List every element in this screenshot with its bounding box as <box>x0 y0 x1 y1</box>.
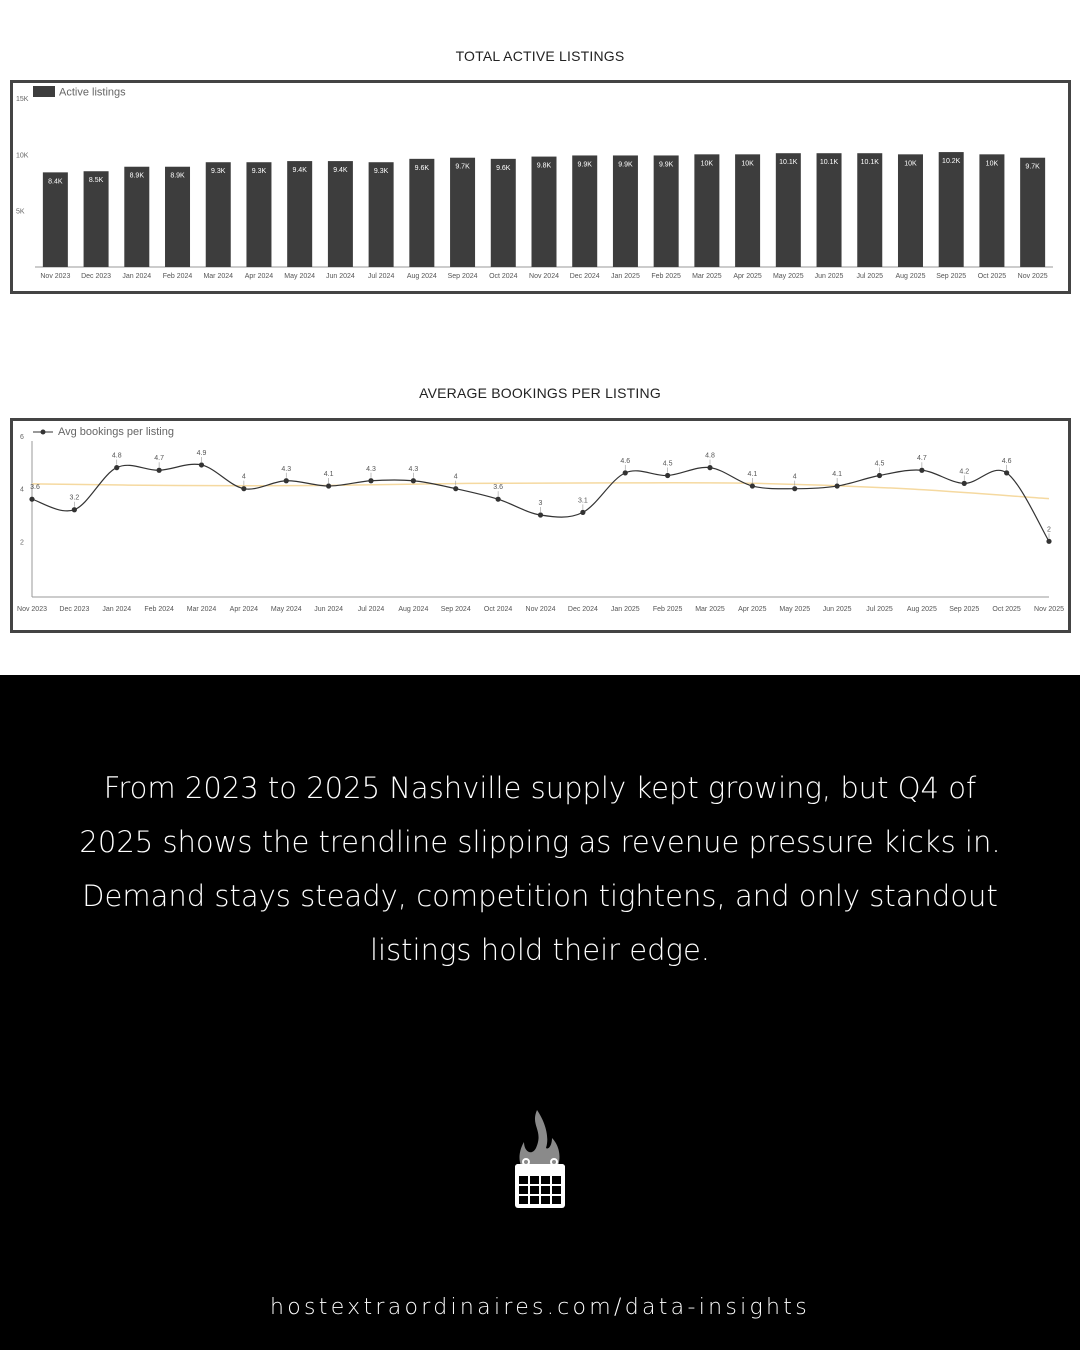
data-point <box>877 473 882 478</box>
x-tick-label: Aug 2024 <box>398 606 429 613</box>
bar <box>735 154 760 267</box>
x-tick-label: Nov 2024 <box>529 273 559 280</box>
point-value-label: 3 <box>538 500 543 507</box>
x-tick-label: May 2025 <box>779 606 811 613</box>
bar <box>776 153 801 267</box>
bar-chart-frame <box>10 80 1071 294</box>
data-point <box>665 473 670 478</box>
point-value-label: 4.7 <box>917 455 927 463</box>
x-tick-label: May 2024 <box>270 606 302 613</box>
point-value-label: 4.7 <box>154 455 164 463</box>
data-point <box>707 465 712 470</box>
x-tick-label: Apr 2025 <box>738 606 767 613</box>
data-point <box>114 465 119 470</box>
bar <box>287 161 312 267</box>
point-value-label: 4.5 <box>874 460 885 468</box>
x-tick-label: Aug 2025 <box>895 273 926 280</box>
data-point <box>411 478 416 483</box>
point-value-label: 4.8 <box>111 452 122 460</box>
bar-value-label: 8.9K <box>170 172 185 180</box>
bar <box>898 154 923 267</box>
x-tick-label: Sep 2025 <box>949 606 980 613</box>
bar-value-label: 9.4K <box>292 167 307 175</box>
legend-label: Avg bookings per listing <box>58 426 174 438</box>
point-value-label: 4.3 <box>408 465 419 473</box>
point-value-label: 4.1 <box>747 471 758 479</box>
bar-value-label: 9.3K <box>211 168 226 176</box>
x-tick-label: Oct 2024 <box>489 273 518 280</box>
data-point <box>962 481 967 486</box>
x-tick-label: Jan 2025 <box>611 273 640 280</box>
x-tick-label: Jul 2025 <box>866 606 893 613</box>
bar-value-label: 9.3K <box>373 168 389 176</box>
point-value-label: 3.6 <box>30 484 40 492</box>
line-chart-title: AVERAGE BOOKINGS PER LISTING <box>419 385 661 401</box>
bar-value-label: 9.6K <box>496 164 511 172</box>
point-value-label: 3.2 <box>69 494 80 502</box>
data-point <box>157 468 162 473</box>
point-value-label: 4.3 <box>366 465 376 473</box>
data-point <box>580 510 585 515</box>
bar-value-label: 9.9K <box>618 161 633 169</box>
data-point <box>72 507 77 512</box>
x-tick-label: Oct 2024 <box>483 606 513 613</box>
data-point <box>835 483 840 488</box>
x-tick-label: Jul 2025 <box>856 273 883 280</box>
data-point <box>538 512 543 517</box>
x-tick-label: Nov 2023 <box>17 606 47 613</box>
bar-value-label: 10.1K <box>860 159 879 167</box>
bar-value-label: 10.1K <box>779 159 798 167</box>
y-tick-label: 2 <box>20 539 24 547</box>
bar <box>532 157 557 267</box>
legend-label: Active listings <box>59 86 126 99</box>
data-point <box>919 468 924 473</box>
bar-chart <box>13 83 1068 291</box>
point-value-label: 4 <box>792 473 797 481</box>
y-tick-label: 6 <box>20 434 24 441</box>
bar <box>369 162 394 267</box>
bar <box>857 153 882 267</box>
y-tick-label: 4 <box>20 486 24 494</box>
bar-value-label: 9.9K <box>658 161 674 169</box>
x-tick-label: Jun 2024 <box>314 606 344 613</box>
point-value-label: 4.1 <box>832 471 842 479</box>
point-value-label: 4.6 <box>1001 457 1012 465</box>
bar <box>328 161 353 267</box>
bar <box>613 155 638 267</box>
x-tick-label: Mar 2025 <box>692 273 722 280</box>
data-point <box>750 483 755 488</box>
x-tick-label: Dec 2024 <box>569 273 600 280</box>
x-tick-label: Jun 2024 <box>325 273 355 280</box>
point-value-label: 2 <box>1047 526 1051 534</box>
x-tick-label: Feb 2024 <box>162 273 193 280</box>
footer-url[interactable]: hostextraordinaires.com/data-insights <box>270 1295 810 1320</box>
data-point <box>496 497 501 502</box>
data-point <box>199 462 204 467</box>
point-value-label: 3.6 <box>493 484 503 492</box>
x-tick-label: Nov 2024 <box>525 606 556 613</box>
bar <box>43 172 68 267</box>
x-tick-label: Jul 2024 <box>357 606 385 613</box>
bar-value-label: 10K <box>904 160 917 168</box>
point-value-label: 4 <box>453 473 458 481</box>
bar-value-label: 10K <box>700 160 714 168</box>
bar <box>491 159 516 267</box>
x-tick-label: Dec 2023 <box>81 273 112 280</box>
x-tick-label: Apr 2024 <box>229 606 259 613</box>
x-tick-label: Feb 2024 <box>144 606 174 613</box>
data-point <box>241 486 246 491</box>
bar-value-label: 8.9K <box>129 172 145 180</box>
bar-value-label: 9.8K <box>536 162 552 170</box>
x-tick-label: Feb 2025 <box>651 273 681 280</box>
x-tick-label: Nov 2023 <box>40 273 71 280</box>
x-tick-label: Sep 2024 <box>440 606 471 613</box>
bar <box>939 152 964 267</box>
point-value-label: 4 <box>241 473 246 481</box>
bar-value-label: 10.2K <box>942 158 961 166</box>
x-tick-label: Dec 2023 <box>59 606 90 613</box>
bar-value-label: 9.7K <box>1025 163 1040 171</box>
x-tick-label: Aug 2025 <box>906 606 937 613</box>
x-tick-label: Mar 2024 <box>186 606 217 613</box>
x-tick-label: May 2024 <box>284 273 316 280</box>
bar <box>165 167 190 267</box>
bar <box>979 154 1004 267</box>
data-point <box>326 483 331 488</box>
bar-value-label: 10K <box>741 160 754 168</box>
data-point <box>284 478 289 483</box>
y-tick-label: 10K <box>16 152 29 160</box>
x-tick-label: Apr 2025 <box>733 273 762 280</box>
x-tick-label: Sep 2024 <box>447 273 478 280</box>
calendar-flame-icon <box>510 1108 570 1213</box>
point-value-label: 4.6 <box>620 457 631 465</box>
x-tick-label: Oct 2025 <box>977 273 1007 280</box>
x-tick-label: Sep 2025 <box>936 273 967 280</box>
bar-value-label: 8.5K <box>88 177 104 185</box>
bar-value-label: 9.3K <box>251 168 267 176</box>
x-tick-label: May 2025 <box>772 273 804 280</box>
data-point <box>453 486 458 491</box>
bar <box>206 162 231 267</box>
x-tick-label: Aug 2024 <box>406 273 437 280</box>
bar <box>409 159 434 267</box>
bar <box>1020 158 1045 267</box>
x-tick-label: Feb 2025 <box>652 606 683 613</box>
bar <box>654 155 679 267</box>
bar-value-label: 9.9K <box>577 161 592 169</box>
x-tick-label: Dec 2024 <box>567 606 598 613</box>
data-point <box>623 470 628 475</box>
x-tick-label: Jun 2025 <box>822 606 852 613</box>
bar <box>124 167 149 267</box>
x-tick-label: Jun 2025 <box>814 273 844 280</box>
x-tick-label: Jan 2025 <box>610 606 640 613</box>
point-value-label: 4.8 <box>705 452 715 460</box>
x-tick-label: Mar 2024 <box>203 273 234 280</box>
insight-caption: From 2023 to 2025 Nashville supply kept growing, but Q4 of 2025 shows the trendline slipping as revenue pressure kicks in. Demand stays steady, competition tightens, and only standout listings hold their edge. <box>79 771 1001 967</box>
data-point <box>29 497 34 502</box>
point-value-label: 4.5 <box>662 460 673 468</box>
bar <box>450 158 475 267</box>
bar-value-label: 9.4K <box>333 167 348 175</box>
x-tick-label: Jan 2024 <box>122 273 152 280</box>
data-point <box>1004 470 1009 475</box>
bar-chart-title: TOTAL ACTIVE LISTINGS <box>455 48 625 64</box>
data-point <box>368 478 373 483</box>
data-point <box>792 486 797 491</box>
x-tick-label: Mar 2025 <box>695 606 725 613</box>
bar-value-label: 8.4K <box>48 178 63 186</box>
x-tick-label: Oct 2025 <box>992 606 1021 613</box>
line-chart-frame <box>10 418 1071 633</box>
bar-value-label: 9.6K <box>414 164 430 172</box>
bar <box>572 155 597 267</box>
x-tick-label: Nov 2025 <box>1017 273 1048 280</box>
x-tick-label: Jan 2024 <box>102 606 132 613</box>
line-chart <box>13 421 1068 630</box>
point-value-label: 4.2 <box>959 468 970 476</box>
bar-value-label: 9.7K <box>455 163 470 171</box>
y-tick-label: 15K <box>16 96 29 103</box>
y-tick-label: 5K <box>16 208 25 216</box>
x-tick-label: Jul 2024 <box>367 273 395 280</box>
point-value-label: 4.9 <box>196 449 207 457</box>
point-value-label: 3.1 <box>578 497 588 505</box>
insight-panel <box>0 675 1080 1350</box>
bar <box>84 171 109 267</box>
point-value-label: 4.3 <box>281 465 292 473</box>
x-tick-label: Nov 2025 <box>1034 606 1064 613</box>
legend-swatch <box>33 86 55 97</box>
bar <box>246 162 271 267</box>
x-tick-label: Apr 2024 <box>244 273 274 280</box>
bar-value-label: 10.1K <box>819 159 839 167</box>
bar <box>817 153 842 267</box>
bar-value-label: 10K <box>985 160 999 168</box>
trendline <box>32 483 1049 499</box>
point-value-label: 4.1 <box>323 471 334 479</box>
bar <box>694 154 719 267</box>
data-point <box>1046 539 1051 544</box>
